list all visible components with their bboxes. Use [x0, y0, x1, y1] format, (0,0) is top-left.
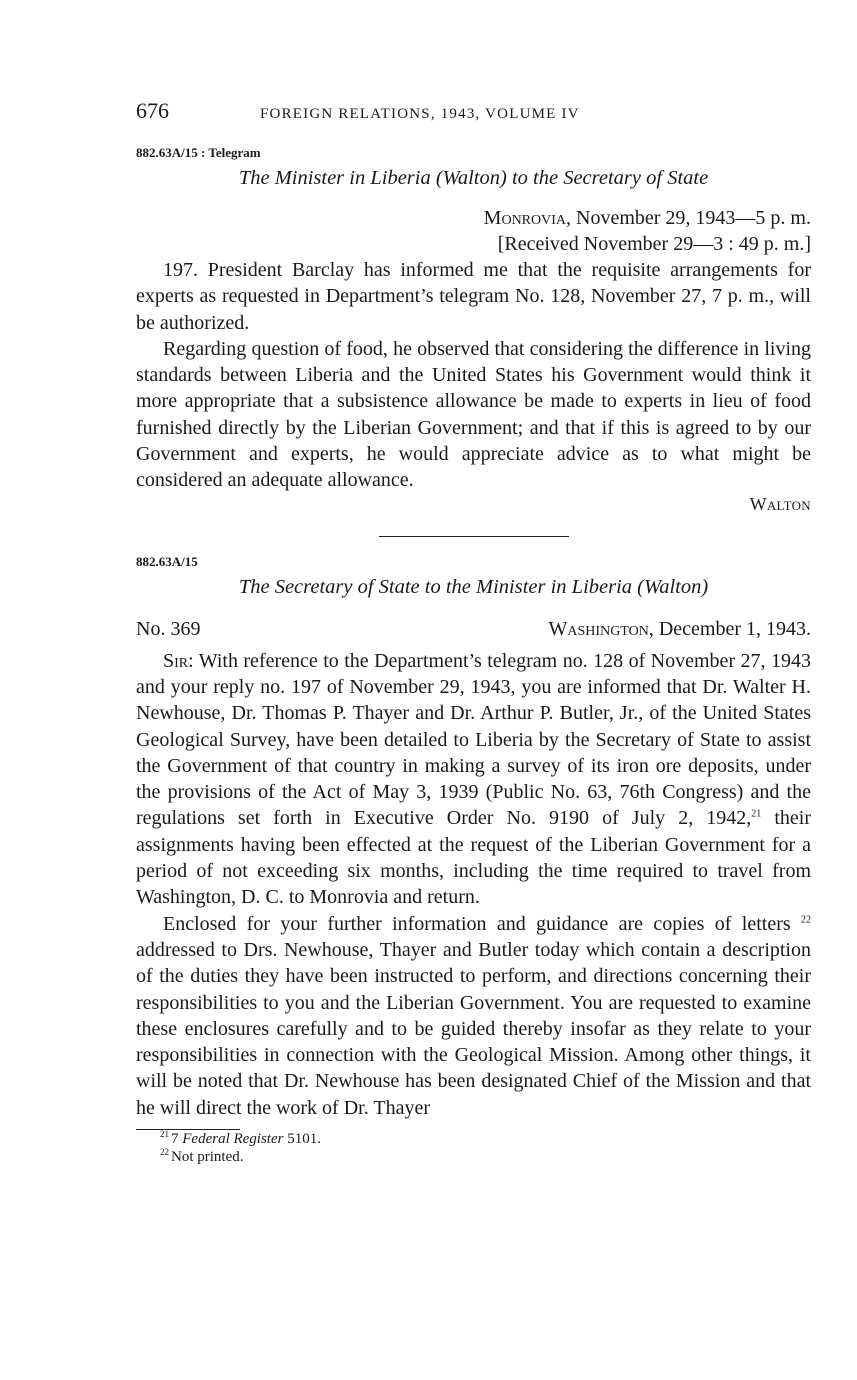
salutation: Sir: [163, 649, 189, 672]
paragraph-text: Enclosed for your further information and guidance are copies of letters: [163, 912, 801, 935]
dateline: [136, 205, 811, 257]
footnote-ref[interactable]: 22: [801, 913, 811, 925]
section-divider: [379, 536, 569, 537]
paragraph-text: their assignments having been effected at the request of the Liberian Government for a period of not exceeding six months, including the time required to travel from Washington, D. C. to Monrovia and return.: [136, 807, 811, 909]
heading-text: ): [701, 575, 709, 598]
paragraph-text: : With reference to the Department’s telegram no. 128 of November 27, 1943 and your reply no. 197 of November 29, 1943, you are informed that Dr. Walter H. Newhouse, Dr. Thomas P. Thayer and Dr. Arthur P. Butler, Jr., of the United States Geological Survey, have been detailed to Liberia by the Secretary of State to assist the Government of that country in making a survey of its iron ore deposits, under the provisions of the Act of May 3, 1939 (Public No. 63, 76th Congress) and the regulations set forth in Executive Order No. 9190 of July 2, 1942,: [136, 649, 811, 830]
heading-name: Walton: [442, 167, 501, 189]
place-name: Washington: [548, 617, 649, 640]
place-date: [549, 618, 811, 648]
footnote-text: 5101.: [283, 1131, 321, 1148]
document-page: [136, 98, 811, 1166]
running-title: FOREIGN RELATIONS, 1943, VOLUME IV: [260, 106, 580, 122]
running-head: [136, 98, 811, 128]
file-reference: 882.63A/15: [136, 553, 198, 569]
heading-text: ) to the Secretary of State: [500, 167, 709, 189]
footnote-mark: 22: [160, 1147, 169, 1158]
place-date: [136, 205, 811, 231]
paragraph: [136, 648, 811, 911]
heading-text: The Secretary of State to the Minister in Liberia (: [238, 575, 645, 598]
paragraph-text: addressed to Drs. Newhouse, Thayer and Butler today which contain a description of the duties they have been instructed to perform, and directions concerning their responsibilities to you and the Liberian Government. You are requested to examine these enclosures carefully and to be guided thereby insofar as they relate to your responsibilities in connection with the Geological Mission. Among other things, it will be noted that Dr. Newhouse has been designated Chief of the Mission and that he will direct the work of Dr. Thayer: [136, 938, 811, 1119]
place-name: Monrovia: [483, 207, 567, 229]
footnote-text: 7: [171, 1131, 183, 1148]
footnote-title: Federal Register: [182, 1131, 284, 1148]
footnote-text: Not printed.: [171, 1149, 244, 1166]
heading-name: Walton: [644, 575, 702, 598]
signature: Walton: [749, 493, 811, 514]
paragraph: 197. President Barclay has informed me that the requisite arrangements for experts as requested in Department’s telegram No. 128, November 27, 7 p. m., will be authorized.: [136, 259, 811, 334]
footnote: [136, 1148, 811, 1166]
paragraph: [136, 911, 811, 1121]
footnote: [136, 1130, 811, 1148]
received-line: [Received November 29—3 : 49 p. m.]: [497, 233, 811, 255]
document-heading: [136, 167, 811, 195]
date: , December 1, 1943.: [648, 617, 811, 640]
footnote-mark: 21: [160, 1129, 169, 1140]
file-reference: 882.63A/15 : Telegram: [136, 145, 261, 160]
document-heading: [136, 576, 811, 604]
heading-text: The Minister in Liberia (: [238, 167, 443, 189]
date-time: , November 29, 1943—5 p. m.: [566, 207, 811, 229]
document-number: No. 369: [136, 617, 201, 640]
number-date-line: [136, 618, 811, 648]
page-number: 676: [136, 98, 169, 123]
footnote-ref[interactable]: 21: [751, 808, 762, 820]
paragraph: Regarding question of food, he observed that considering the difference in living standards between Liberia and the United States his Government would think it more appropriate that a subsistence allowance be made to experts in lieu of food furnished directly by the Liberian Government; and that if this is agreed to by our Government and experts, he would appreciate advice as to what might be considered an adequate allowance.: [136, 337, 811, 492]
